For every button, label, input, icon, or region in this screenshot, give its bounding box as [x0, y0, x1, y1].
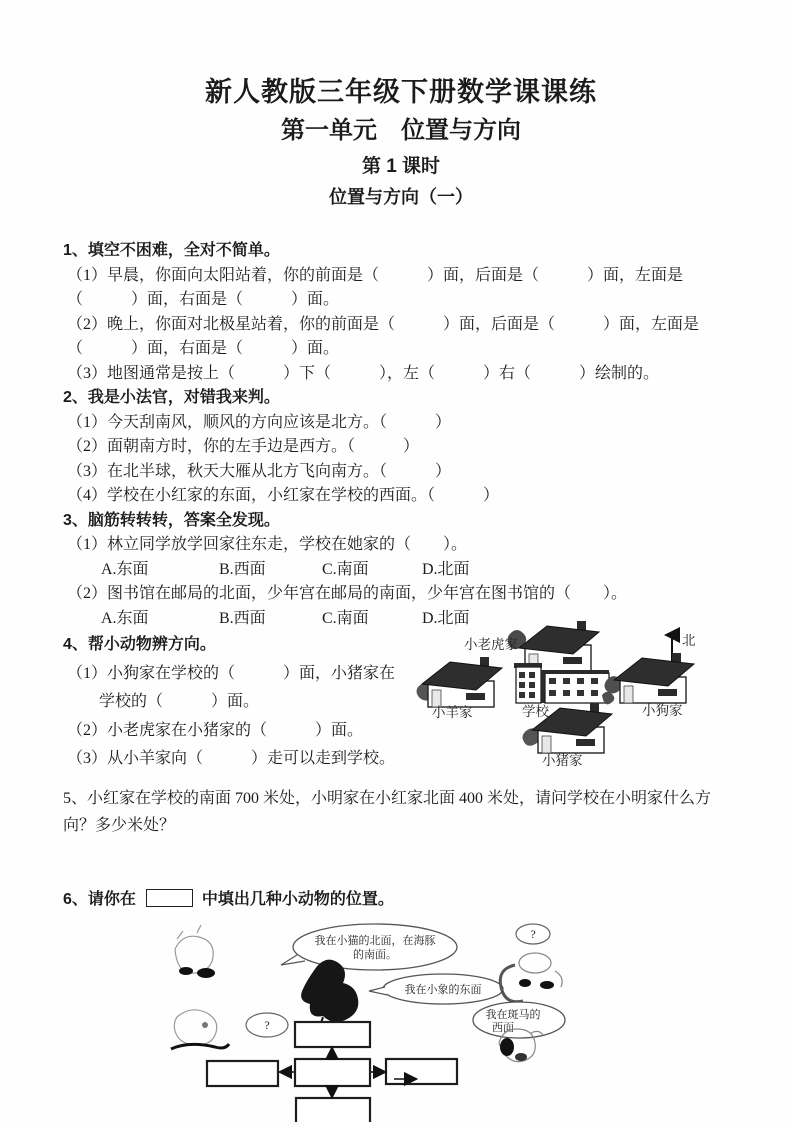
answer-box-north — [295, 1022, 370, 1047]
q4-section — [63, 631, 739, 777]
question-bubble-elephant — [246, 1013, 288, 1037]
q4-item1-line1: （1）小狗家在学校的（ ）面，小猪家在 — [67, 664, 396, 682]
q3-heading: 3、脑筋转转转，答案全发现。 — [63, 511, 280, 529]
answer-box-south — [296, 1098, 370, 1122]
cat-sketch — [175, 925, 215, 978]
page-content — [63, 70, 739, 1122]
q1-item3: （3）地图通常是按上（ ）下（ ），左（ ）右（ ）绘制的。 — [67, 364, 660, 382]
q1-item1: （1）早晨，你面向太阳站着，你的前面是（ ）面，后面是（ ）面，左面是（ ）面，右面是（ ）面。 — [67, 266, 684, 308]
bubble1-line1: 我在小猫的北面，在海豚 — [314, 934, 436, 947]
north-label: 北 — [682, 633, 696, 648]
q6-fill-box — [146, 889, 193, 907]
q3-option-a: A.东面 — [101, 560, 149, 578]
q4-item2: （2）小老虎家在小猪家的（ ）面。 — [67, 721, 364, 739]
q3-item2: （2）图书馆在邮局的北面，少年宫在邮局的南面，少年宫在图书馆的（ ）。 — [67, 585, 628, 602]
qmark-elephant: ? — [264, 1017, 270, 1032]
pig-house-label: 小猪家 — [542, 753, 583, 768]
lesson-title: 第 1 课时 — [361, 156, 441, 177]
q5-text: 5、小红家在学校的南面 700 米处，小明家在小红家北面 400 米处，请问学校在小明家什么方向？多少米处？ — [63, 790, 712, 834]
elephant-sketch — [171, 1009, 229, 1048]
q4-item1-line2: 学校的（ ）面。 — [99, 693, 260, 710]
bubble2-text: 我在小象的东面 — [404, 983, 482, 996]
bubble3-line1: 我在斑马的 — [485, 1008, 541, 1021]
q3-option2-c: C.南面 — [322, 609, 369, 627]
question-bubble-monkey — [516, 924, 550, 944]
rooster-sketch — [301, 959, 358, 1030]
q4-text — [63, 631, 435, 774]
q3-option2-d: D.北面 — [422, 609, 470, 627]
q3-option-b: B.西面 — [219, 560, 266, 578]
q1-item2: （2）晚上，你面对北极星站着，你的前面是（ ）面，后面是（ ）面，左面是（ ）面，右面是（ ）面。 — [67, 315, 700, 357]
speech-bubble-elephant-east — [369, 974, 503, 1004]
answer-box-center — [295, 1059, 370, 1086]
bubble1-line2: 的南面。 — [353, 948, 397, 961]
tiger-house-label: 小老虎家 — [464, 637, 518, 652]
q3-option-d: D.北面 — [422, 560, 470, 578]
dog-house-label: 小狗家 — [642, 703, 683, 718]
main-title: 新人教版三年级下册数学课课练 — [205, 77, 597, 107]
q1-heading: 1、填空不困难，全对不简单。 — [63, 242, 280, 259]
q4-heading: 4、帮小动物辨方向。 — [63, 636, 216, 653]
answer-box-east — [386, 1059, 457, 1084]
animal-houses-map — [416, 621, 741, 773]
q6-heading-suffix: 中填出几种小动物的位置。 — [201, 891, 394, 908]
q2-heading: 2、我是小法官，对错我来判。 — [63, 389, 280, 406]
q3-item1: （1）林立同学放学回家往东走，学校在她家的（ ）。 — [67, 536, 468, 553]
school-label: 学校 — [522, 704, 549, 719]
monkey-sketch — [500, 953, 562, 1002]
answer-box-west — [207, 1061, 278, 1086]
q3-option2-a: A.东面 — [101, 609, 149, 627]
q6-heading-prefix: 6、请你在 — [63, 891, 136, 908]
speech-bubble-cat-north — [281, 924, 457, 970]
question-body — [63, 239, 739, 1122]
bubble3-line2: 西面 — [492, 1021, 514, 1034]
sheep-house-label: 小羊家 — [432, 705, 473, 720]
unit-title: 第一单元 位置与方向 — [281, 117, 521, 144]
q2-item1: （1）今天刮南风，顺风的方向应该是北方。（ ） — [67, 413, 452, 431]
q6-heading — [63, 888, 739, 913]
q2-item3: （3）在北半球，秋天大雁从北方飞向南方。（ ） — [67, 462, 452, 480]
q3-options1 — [63, 558, 739, 583]
speech-bubble-zebra-west — [473, 1002, 565, 1038]
dog-house — [614, 653, 694, 703]
q2-item4: （4）学校在小红家的东面，小红家在学校的西面。（ ） — [67, 487, 500, 504]
q6-diagram — [163, 921, 583, 1122]
q2-item2: （2）面朝南方时，你的左手边是西方。（ ） — [67, 438, 420, 455]
q4-item3: （3）从小羊家向（ ）走可以走到学校。 — [67, 750, 396, 767]
q3-option2-b: B.西面 — [219, 609, 266, 627]
sheep-house — [422, 657, 502, 707]
q3-option-c: C.南面 — [322, 560, 369, 578]
subtitle: 位置与方向（一） — [329, 187, 473, 207]
qmark-monkey: ? — [530, 926, 536, 941]
